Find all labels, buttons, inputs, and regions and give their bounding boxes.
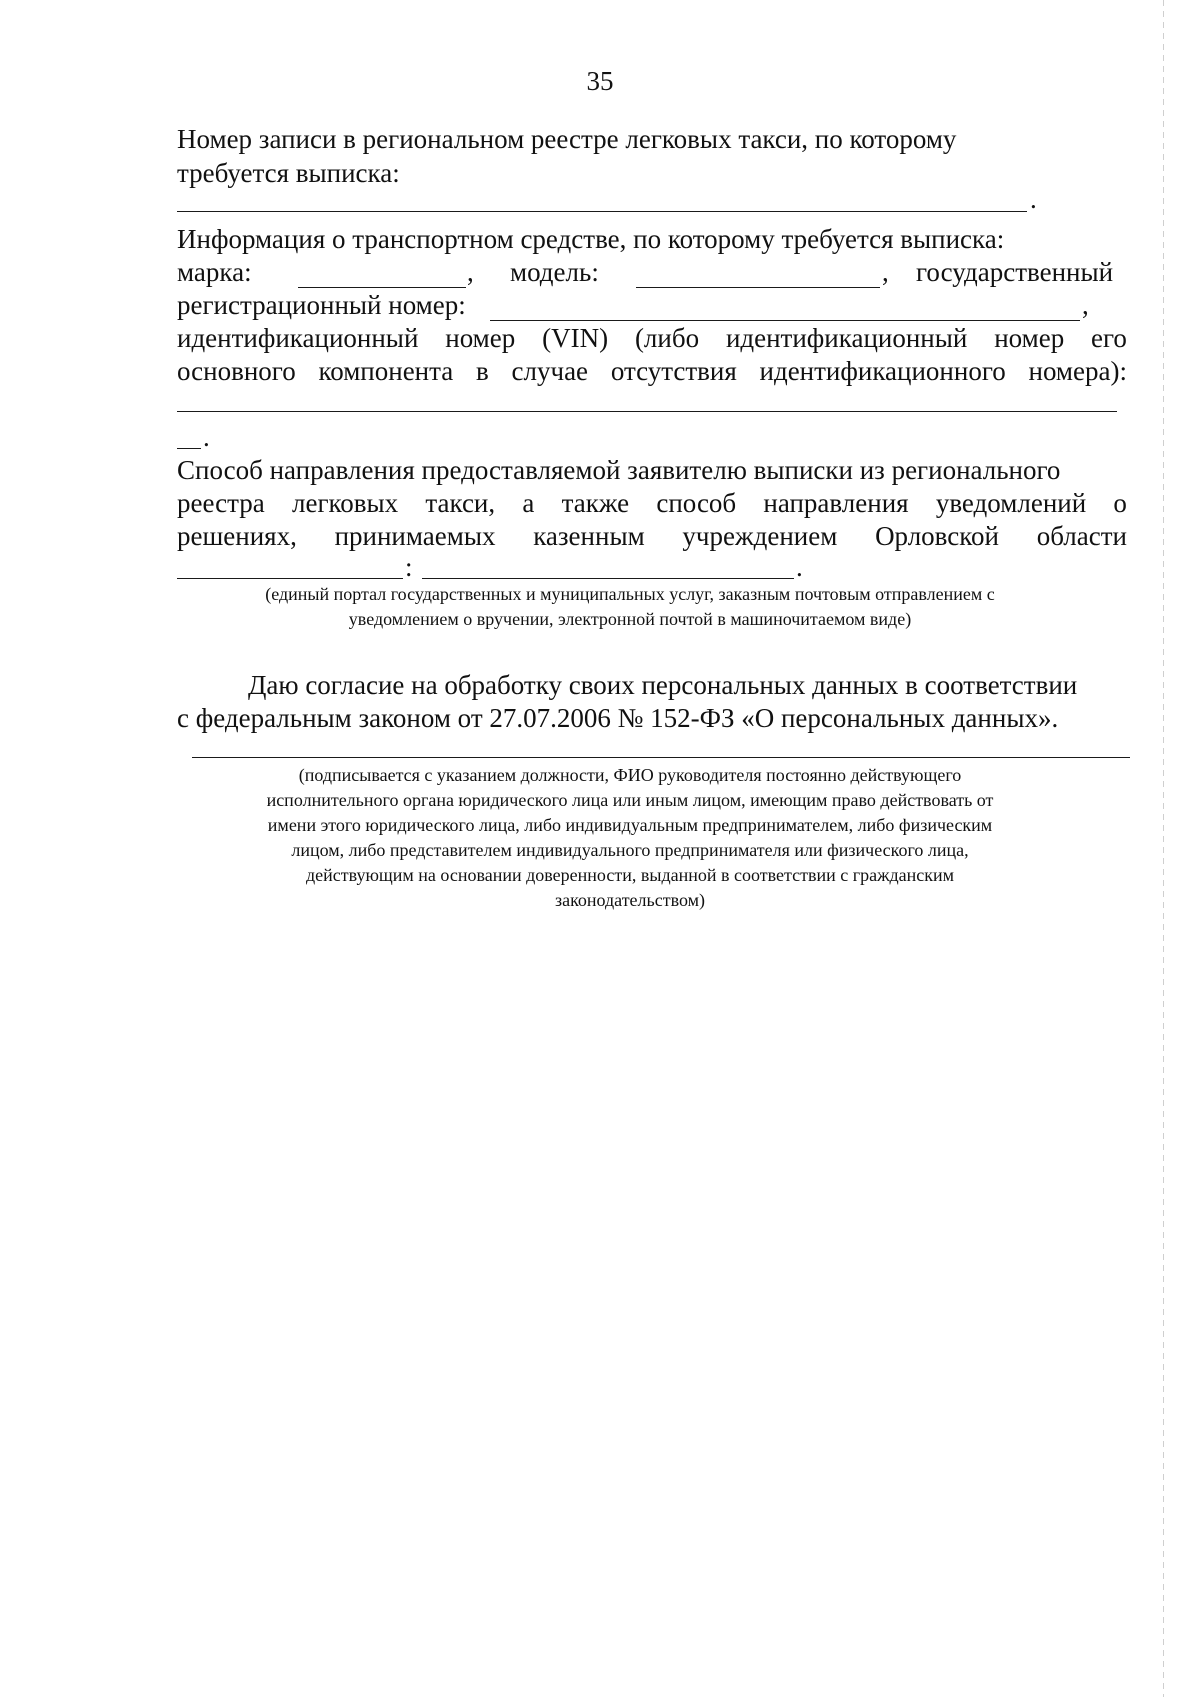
signature-note-line3: имени этого юридического лица, либо индивидуальным предпринимателем, либо физическим	[267, 815, 993, 835]
delivery-hint-line2: уведомлением о вручении, электронной почтой в машиночитаемом виде)	[348, 609, 912, 629]
reg-number-comma: ,	[1082, 290, 1089, 320]
page-number: 35	[586, 66, 614, 96]
delivery-colon: :	[405, 552, 413, 582]
vin-label-line1	[177, 323, 1127, 354]
brand-label: марка:	[177, 257, 252, 287]
word: решениях,	[177, 521, 297, 551]
word: способ	[656, 488, 737, 518]
word: номера):	[1028, 356, 1127, 386]
record-number-field[interactable]	[177, 211, 1027, 212]
word: отсутствия	[610, 356, 737, 386]
word: компонента	[318, 356, 454, 386]
delivery-label-line1: Способ направления предоставляемой заявителю выписки из регионального	[177, 455, 1061, 485]
signature-note-line1: (подписывается с указанием должности, ФИО руководителя постоянно действующего	[298, 765, 962, 785]
delivery-method-field-extract[interactable]	[177, 578, 403, 579]
delivery-hint-line1: (единый портал государственных и муниципальных услуг, заказным почтовым отправлением с	[265, 584, 995, 604]
state-label: государственный	[916, 257, 1114, 287]
word: а	[522, 488, 535, 518]
signature-note-line6: законодательством)	[554, 890, 706, 910]
word: уведомлений	[935, 488, 1087, 518]
reg-number-label: регистрационный номер:	[177, 290, 466, 320]
brand-field[interactable]	[298, 287, 466, 288]
brand-comma: ,	[467, 257, 474, 287]
vin-label-line2	[177, 356, 1127, 387]
word: Орловской	[875, 521, 999, 551]
model-field[interactable]	[636, 287, 880, 288]
signature-note-line4: лицом, либо представителем индивидуального предпринимателя или физического лица,	[291, 840, 969, 860]
word: направления	[763, 488, 909, 518]
word: идентификационный	[177, 323, 419, 353]
word: номер	[445, 323, 516, 353]
signature-note-line5: действующим на основании доверенности, выданной в соответствии с гражданским	[305, 865, 955, 885]
word: области	[1036, 521, 1127, 551]
vin-end-mark: .	[203, 422, 210, 452]
word: его	[1091, 323, 1127, 353]
word: учреждением	[682, 521, 838, 551]
reg-number-field[interactable]	[490, 320, 1080, 321]
signature-field[interactable]	[192, 757, 1130, 758]
word: принимаемых	[334, 521, 496, 551]
word: казенным	[533, 521, 645, 551]
signature-note-line2: исполнительного органа юридического лица или иным лицом, имеющим право действовать от	[266, 790, 994, 810]
word: реестра	[177, 488, 265, 518]
word: номер	[994, 323, 1065, 353]
word: основного	[177, 356, 296, 386]
word: легковых	[291, 488, 399, 518]
record-label-line1: Номер записи в региональном реестре легковых такси, по которому	[177, 124, 957, 154]
word: случае	[511, 356, 589, 386]
model-label: модель:	[510, 257, 599, 287]
record-label-line2: требуется выписка:	[177, 158, 400, 188]
word: идентификационного	[759, 356, 1006, 386]
record-end-mark: .	[1030, 184, 1037, 214]
word: в	[476, 356, 489, 386]
consent-line1: Даю согласие на обработку своих персональных данных в соответствии	[248, 670, 1078, 700]
model-comma: ,	[882, 257, 889, 287]
word: о	[1113, 488, 1127, 518]
word: также	[561, 488, 630, 518]
delivery-end-mark: .	[796, 552, 803, 582]
word: такси,	[425, 488, 496, 518]
scan-edge-artifact	[1163, 0, 1164, 1697]
vin-field[interactable]	[177, 411, 1117, 412]
consent-line2: с федеральным законом от 27.07.2006 № 152-ФЗ «О персональных данных».	[177, 703, 1059, 733]
vehicle-heading: Информация о транспортном средстве, по которому требуется выписка:	[177, 224, 1005, 254]
vin-field-continuation[interactable]	[177, 448, 201, 449]
delivery-label-line2	[177, 488, 1127, 519]
delivery-method-field-notifications[interactable]	[422, 578, 794, 579]
word: (либо	[634, 323, 700, 353]
word: (VIN)	[542, 323, 609, 353]
word: идентификационный	[725, 323, 968, 353]
delivery-label-line3	[177, 521, 1127, 552]
